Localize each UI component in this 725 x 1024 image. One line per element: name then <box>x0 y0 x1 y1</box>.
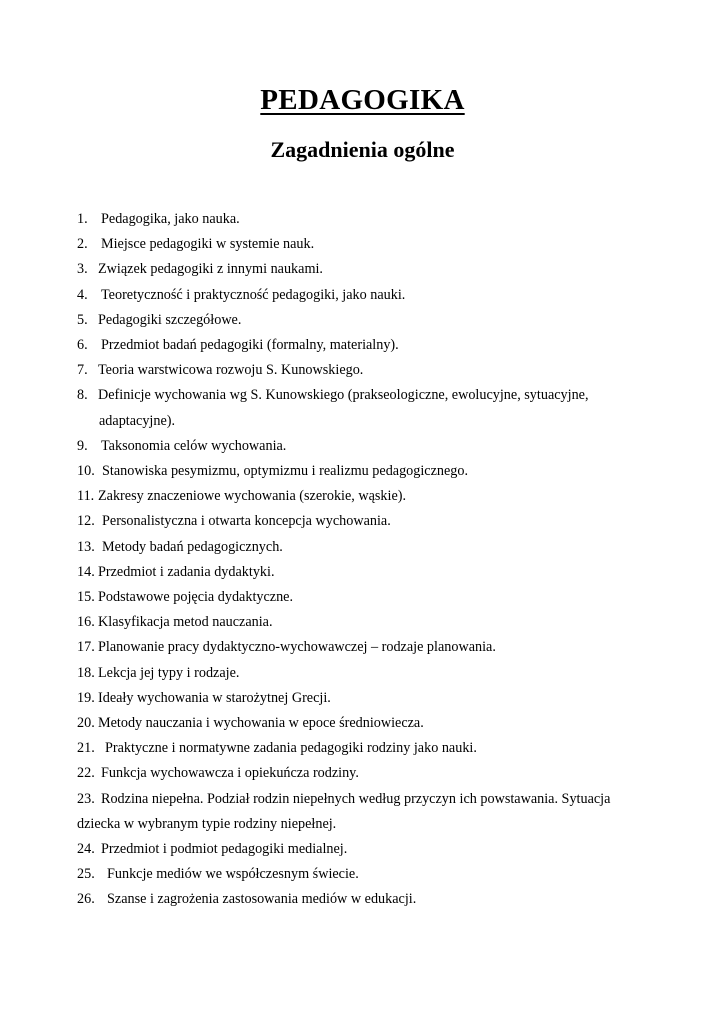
item-number: 7. <box>77 362 88 379</box>
item-number: 16. <box>77 614 95 631</box>
item-text: Funkcja wychowawcza i opiekuńcza rodziny. <box>101 765 359 782</box>
item-number: 26. <box>77 891 95 908</box>
item-text: Przedmiot badań pedagogiki (formalny, materialny). <box>101 337 399 354</box>
list-item <box>77 283 657 308</box>
item-number: 15. <box>77 589 95 606</box>
item-text: Przedmiot i podmiot pedagogiki medialnej. <box>101 841 348 858</box>
item-text: Pedagogika, jako nauka. <box>101 211 240 227</box>
item-text: Taksonomia celów wychowania. <box>101 437 287 454</box>
list-item <box>77 610 657 635</box>
item-text: Metody nauczania i wychowania w epoce średniowiecza. <box>98 715 424 732</box>
item-number: 1. <box>77 211 88 227</box>
list-item <box>77 862 657 887</box>
item-text: Klasyfikacja metod nauczania. <box>98 614 273 631</box>
list-item <box>77 837 657 862</box>
item-number: 5. <box>77 311 88 328</box>
item-number: 22. <box>77 765 95 782</box>
item-number: 25. <box>77 866 95 883</box>
item-number: 8. <box>77 387 88 404</box>
list-item <box>77 736 657 761</box>
item-text: Praktyczne i normatywne zadania pedagogiki rodziny jako nauki. <box>105 740 477 757</box>
list-item <box>77 686 657 711</box>
item-number: 17. <box>77 639 95 656</box>
list-item <box>77 535 657 560</box>
list-item <box>77 308 657 333</box>
list-item <box>77 434 657 459</box>
list-item <box>77 509 657 534</box>
item-text: Metody badań pedagogicznych. <box>102 538 283 555</box>
item-text: Definicje wychowania wg S. Kunowskiego (prakseologiczne, ewolucyjne, sytuacyjne, <box>98 387 589 404</box>
item-text: Szanse i zagrożenia zastosowania mediów w edukacji. <box>107 891 417 908</box>
page-title: PEDAGOGIKA <box>260 84 465 116</box>
list-item <box>77 635 657 660</box>
item-text: Lekcja jej typy i rodzaje. <box>98 664 240 681</box>
list-item <box>77 358 657 383</box>
list-item-continuation: adaptacyjne). <box>99 412 176 429</box>
item-number: 23. <box>77 790 95 807</box>
item-number: 9. <box>77 437 88 454</box>
item-text: Funkcje mediów we współczesnym świecie. <box>107 866 359 883</box>
list-item <box>77 333 657 358</box>
item-number: 21. <box>77 740 95 757</box>
list-item <box>77 484 657 509</box>
item-number: 11. <box>77 488 95 505</box>
item-text: Stanowiska pesymizmu, optymizmu i realizmu pedagogicznego. <box>102 463 469 480</box>
item-text: Związek pedagogiki z innymi naukami. <box>98 261 323 278</box>
item-number: 10. <box>77 463 95 480</box>
list-item <box>77 383 657 408</box>
item-number: 18. <box>77 664 95 681</box>
topics-list <box>77 207 657 913</box>
list-item <box>77 887 657 912</box>
item-number: 19. <box>77 689 95 706</box>
list-item <box>77 560 657 585</box>
item-number: 20. <box>77 715 95 732</box>
item-number: 2. <box>77 236 88 253</box>
item-number: 6. <box>77 337 88 354</box>
item-text: Podstawowe pojęcia dydaktyczne. <box>98 589 294 606</box>
list-item <box>77 257 657 282</box>
list-item <box>77 711 657 736</box>
item-number: 3. <box>77 261 88 278</box>
item-number: 13. <box>77 538 95 555</box>
list-item <box>77 207 657 232</box>
item-text: Rodzina niepełna. Podział rodzin niepełnych według przyczyn ich powstawania. Sytuacja <box>101 790 611 807</box>
item-text: Pedagogiki szczegółowe. <box>98 311 242 328</box>
item-text: Teoretyczność i praktyczność pedagogiki, jako nauki. <box>101 286 406 303</box>
list-item <box>77 232 657 257</box>
item-text: Przedmiot i zadania dydaktyki. <box>98 563 275 580</box>
item-number: 12. <box>77 513 95 530</box>
list-item <box>77 661 657 686</box>
list-item <box>77 459 657 484</box>
list-item <box>77 761 657 786</box>
item-text: Ideały wychowania w starożytnej Grecji. <box>98 689 331 706</box>
item-text: Personalistyczna i otwarta koncepcja wychowania. <box>102 513 391 530</box>
item-text: Miejsce pedagogiki w systemie nauk. <box>101 236 315 253</box>
item-number: 4. <box>77 286 88 303</box>
page-subtitle: Zagadnienia ogólne <box>270 137 455 162</box>
item-text: Teoria warstwicowa rozwoju S. Kunowskiego. <box>98 362 364 379</box>
list-item <box>77 585 657 610</box>
list-item <box>77 787 657 812</box>
item-number: 24. <box>77 841 95 858</box>
item-number: 14. <box>77 563 95 580</box>
item-text: Planowanie pracy dydaktyczno-wychowawczej – rodzaje planowania. <box>98 639 496 656</box>
list-item-continuation: dziecka w wybranym typie rodziny niepełnej. <box>77 815 337 832</box>
item-text: Zakresy znaczeniowe wychowania (szerokie, wąskie). <box>98 488 407 505</box>
